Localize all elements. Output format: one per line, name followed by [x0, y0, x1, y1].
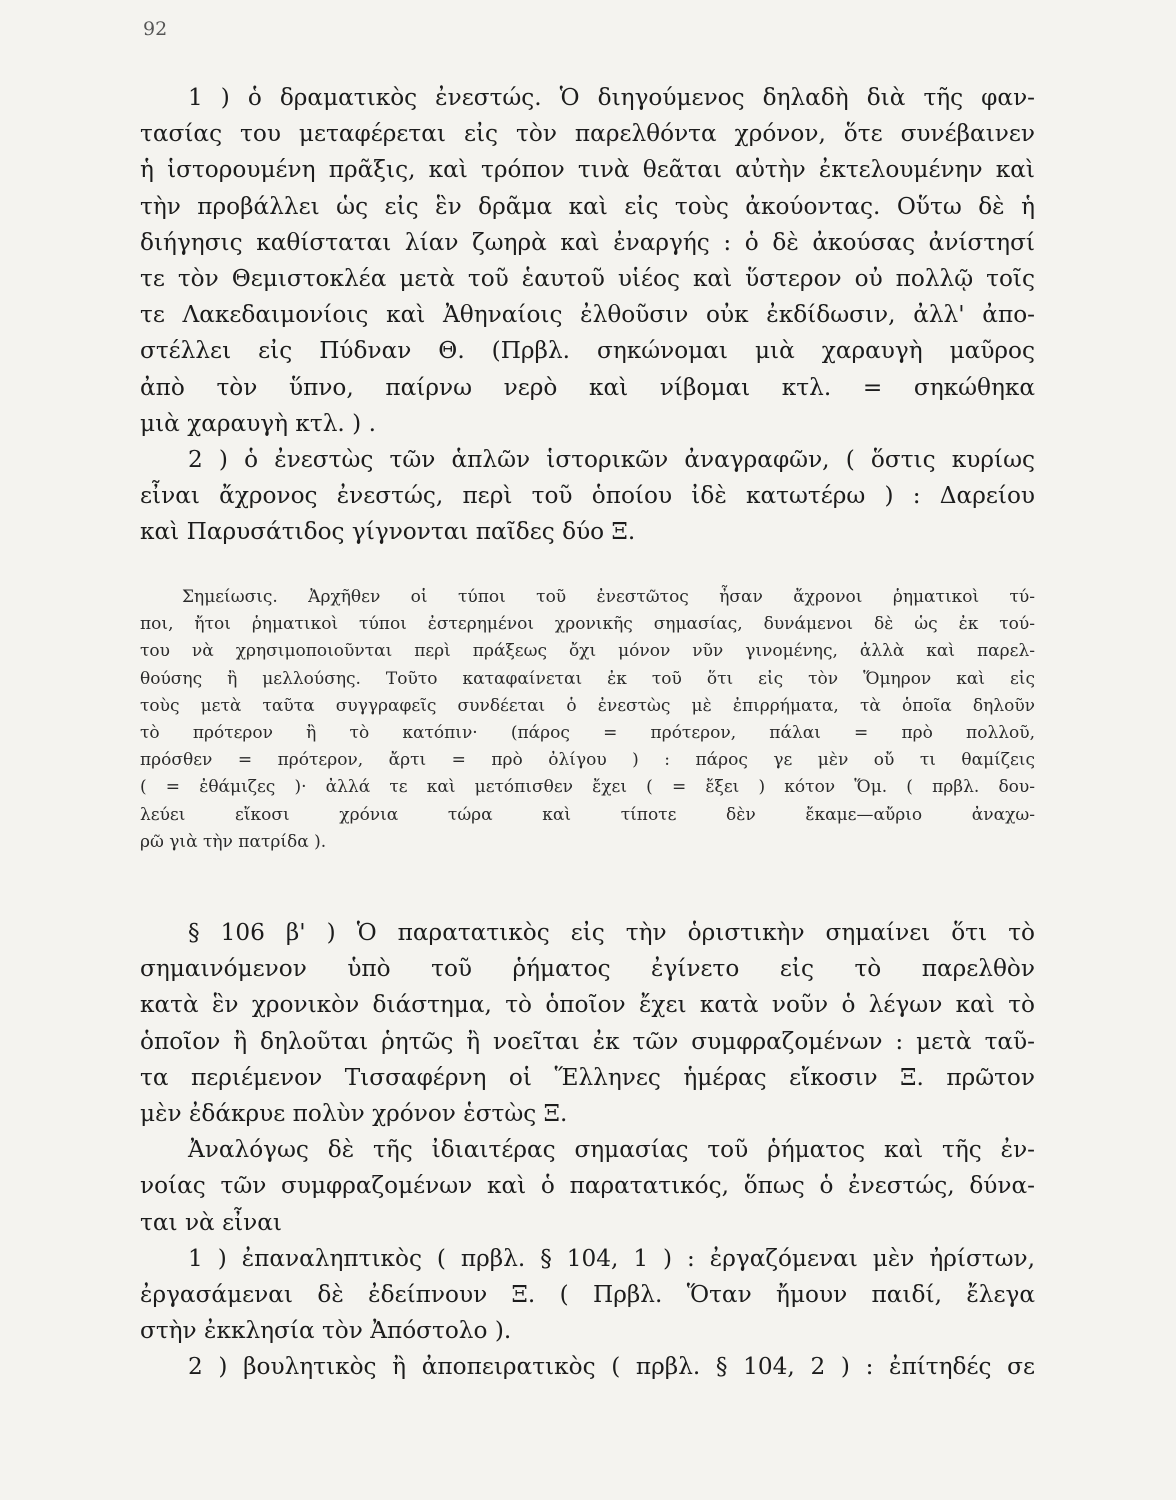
text-line: στέλλει εἰς Πύδναν Θ. (Πρβλ. σηκώνομαι μιὰ χαραυγὴ μαῦρος	[140, 337, 1035, 365]
section-present-tense	[140, 80, 1035, 550]
text-line: τασίας του μεταφέρεται εἰς τὸν παρελθόντα χρόνον, ὅτε συνέβαινεν	[140, 120, 1035, 148]
note-line: ποι, ἤτοι ῥηματικοὶ τύποι ἐστερημένοι χρονικῆς σημασίας, δυνάμενοι δὲ ὡς ἐκ τού-	[140, 614, 1035, 635]
text-line: στὴν ἐκκλησία τὸν Ἀπόστολο ).	[140, 1317, 512, 1345]
text-line: διήγησις καθίσταται λίαν ζωηρὰ καὶ ἐναργής : ὁ δὲ ἀκούσας ἀνίστησί	[140, 228, 1035, 256]
text-line: σημαινόμενον ὑπὸ τοῦ ῥήματος ἐγίνετο εἰς τὸ παρελθὸν	[140, 955, 1035, 983]
text-line: ὁποῖον ἢ δηλοῦται ῥητῶς ἢ νοεῖται ἐκ τῶν συμφραζομένων : μετὰ ταῦ-	[140, 1027, 1035, 1055]
text-line: 2 ) βουλητικὸς ἢ ἀποπειρατικὸς ( πρβλ. § 104, 2 ) : ἐπίτηδές σε	[188, 1353, 1035, 1381]
text-line: ἀπὸ τὸν ὕπνο, παίρνω νερὸ καὶ νίβομαι κτλ. = σηκώθηκα	[140, 373, 1035, 401]
text-line: εἶναι ἄχρονος ἐνεστώς, περὶ τοῦ ὁποίου ἰδὲ κατωτέρω ) : Δαρείου	[140, 482, 1035, 510]
text-line: 1 ) ἐπαναληπτικὸς ( πρβλ. § 104, 1 ) : ἐργαζόμεναι μὲν ἠρίστων,	[188, 1244, 1035, 1272]
note-line: θούσης ἢ μελλούσης. Τοῦτο καταφαίνεται ἐκ τοῦ ὅτι εἰς τὸν Ὅμηρον καὶ εἰς	[140, 668, 1035, 689]
note-line: Σημείωσις. Ἀρχῆθεν οἱ τύποι τοῦ ἐνεστῶτος ἦσαν ἄχρονοι ῥηματικοὶ τύ-	[182, 587, 1035, 607]
text-line: ἡ ἱστορουμένη πρᾶξις, καὶ τρόπον τινὰ θεᾶται αὐτὴν ἐκτελουμένην καὶ	[140, 156, 1035, 184]
text-line: μιὰ χαραυγὴ κτλ. ) .	[140, 409, 376, 437]
note-line: ( = ἐθάμιζες )· ἀλλά τε καὶ μετόπισθεν ἔχει ( = ἔξει ) κότον Ὅμ. ( πρβλ. δου-	[140, 777, 1035, 798]
section-106-imperfect	[140, 915, 1035, 1385]
text-line: Ἀναλόγως δὲ τῆς ἰδιαιτέρας σημασίας τοῦ ῥήματος καὶ τῆς ἐν-	[188, 1136, 1035, 1164]
note-remark	[140, 584, 1035, 856]
text-line: 2 ) ὁ ἐνεστὼς τῶν ἁπλῶν ἱστορικῶν ἀναγραφῶν, ( ὅστις κυρίως	[188, 445, 1035, 473]
text-line: ται νὰ εἶναι	[140, 1208, 283, 1236]
text-line: 1 ) ὁ δραματικὸς ἐνεστώς. Ὁ διηγούμενος δηλαδὴ διὰ τῆς φαν-	[188, 84, 1035, 111]
text-line: μὲν ἐδάκρυε πολὺν χρόνον ἑστὼς Ξ.	[140, 1099, 568, 1127]
text-line: καὶ Παρυσάτιδος γίγνονται παῖδες δύο Ξ.	[140, 518, 636, 546]
text-line: τε τὸν Θεμιστοκλέα μετὰ τοῦ ἑαυτοῦ υἱέος καὶ ὕστερον οὐ πολλῷ τοῖς	[140, 264, 1035, 292]
note-line: του νὰ χρησιμοποιοῦνται περὶ πράξεως ὄχι μόνον νῦν γινομένης, ἀλλὰ καὶ παρελ-	[140, 641, 1035, 662]
text-line: τα περιέμενον Τισσαφέρνη οἱ Ἕλληνες ἡμέρας εἴκοσιν Ξ. πρῶτον	[140, 1063, 1035, 1091]
note-line: τοὺς μετὰ ταῦτα συγγραφεῖς συνδέεται ὁ ἐνεστὼς μὲ ἐπιρρήματα, τὰ ὁποῖα δηλοῦν	[140, 695, 1035, 716]
note-line: ρῶ γιὰ τὴν πατρίδα ).	[140, 831, 327, 852]
text-line: τε Λακεδαιμονίοις καὶ Ἀθηναίοις ἐλθοῦσιν οὐκ ἐκδίδωσιν, ἀλλ' ἀπο-	[140, 301, 1035, 329]
text-line: τὴν προβάλλει ὡς εἰς ἓν δρᾶμα καὶ εἰς τοὺς ἀκούοντας. Οὕτω δὲ ἡ	[140, 192, 1035, 220]
note-line: λεύει εἴκοσι χρόνια τώρα καὶ τίποτε δὲν ἔκαμε—αὔριο ἀναχω-	[140, 804, 1035, 825]
text-line: ἐργασάμεναι δὲ ἐδείπνουν Ξ. ( Πρβλ. Ὅταν ἤμουν παιδί, ἔλεγα	[140, 1280, 1035, 1308]
text-line: νοίας τῶν συμφραζομένων καὶ ὁ παρατατικός, ὅπως ὁ ἐνεστώς, δύνα-	[140, 1172, 1035, 1200]
text-line: κατὰ ἓν χρονικὸν διάστημα, τὸ ὁποῖον ἔχει κατὰ νοῦν ὁ λέγων καὶ τὸ	[140, 991, 1035, 1019]
section-heading-line: § 106 β' ) Ὁ παρατατικὸς εἰς τὴν ὁριστικὴν σημαίνει ὅτι τὸ	[188, 919, 1035, 946]
page-number: 92	[143, 18, 168, 40]
note-line: τὸ πρότερον ἢ τὸ κατόπιν· (πάρος = πρότερον, πάλαι = πρὸ πολλοῦ,	[140, 722, 1035, 743]
note-line: πρόσθεν = πρότερον, ἄρτι = πρὸ ὀλίγου ) : πάρος γε μὲν οὔ τι θαμίζεις	[140, 750, 1035, 771]
